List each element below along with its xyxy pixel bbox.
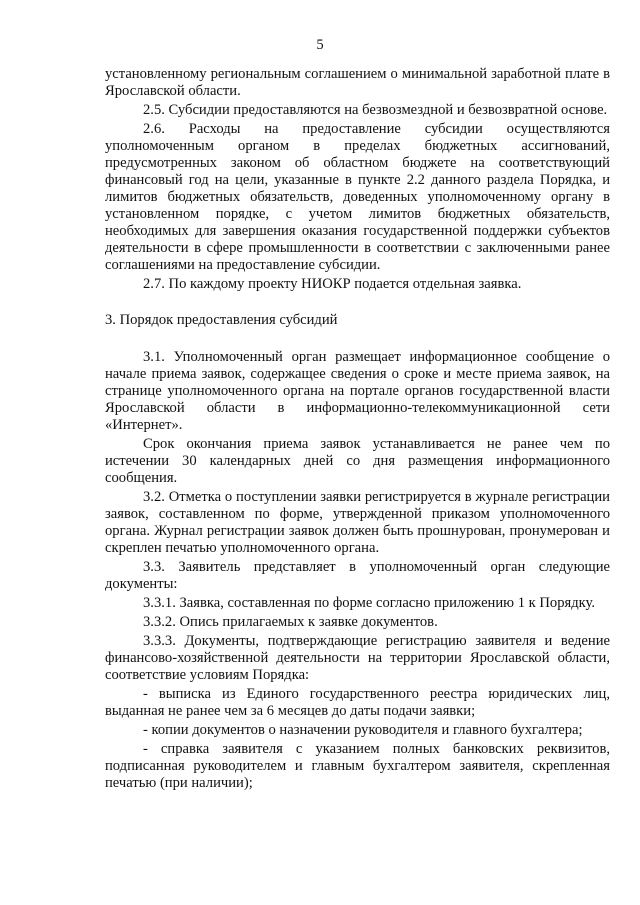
paragraph: 2.7. По каждому проекту НИОКР подается отдельная заявка. — [143, 276, 522, 292]
paragraph: 2.5. Субсидии предоставляются на безвозмездной и безвозвратной основе. — [143, 102, 608, 118]
page-number: 5 — [316, 37, 324, 53]
paragraph: 2.6. Расходы на предоставление субсидии осуществляются уполномоченным органом в пределах бюджетных ассигнований, предусмотренных законом об областном бюджете на соответствующий финансовый год на цели, указанные в пункте 2.2 данного раздела Порядка, и лимитов бюджетных обязательств, доведенных уполномоченному органу в установленном порядке, с учетом лимитов бюджетных обязательств, необходимых для завершения оказания государственной поддержки субъектов деятельности в сфере промышленности в соответствии с заключенными ранее соглашениями на предоставление субсидии. — [105, 121, 610, 273]
paragraph: 3.2. Отметка о поступлении заявки регистрируется в журнале регистрации заявок, составленном по форме, утвержденной приказом уполномоченного органа. Журнал регистрации заявок должен быть прошнурован, пронумерован и скреплен печатью уполномоченного органа. — [105, 489, 610, 556]
paragraph: 3.3.2. Опись прилагаемых к заявке документов. — [143, 614, 438, 630]
paragraph: установленному региональным соглашением о минимальной заработной плате в Ярославской области. — [105, 66, 610, 99]
paragraph: 3.1. Уполномоченный орган размещает информационное сообщение о начале приема заявок, содержащее сведения о сроке и месте приема заявок, на странице уполномоченного органа на портале органов государственной власти Ярославской области в информационно-телекоммуникационной сети «Интернет». — [105, 349, 610, 433]
list-item: - справка заявителя с указанием полных банковских реквизитов, подписанная руководителем и главным бухгалтером заявителя, скрепленная печатью (при наличии); — [105, 741, 610, 791]
paragraph: Срок окончания приема заявок устанавливается не ранее чем по истечении 30 календарных дней со дня размещения информационного сообщения. — [105, 436, 610, 486]
document-body — [105, 66, 610, 794]
paragraph: 3.3.1. Заявка, составленная по форме согласно приложению 1 к Порядку. — [143, 595, 596, 611]
section-heading: 3. Порядок предоставления субсидий — [105, 312, 338, 328]
paragraph: 3.3. Заявитель представляет в уполномоченный орган следующие документы: — [105, 559, 610, 592]
paragraph: 3.3.3. Документы, подтверждающие регистрацию заявителя и ведение финансово-хозяйственной деятельности на территории Ярославской области, соответствие условиям Порядка: — [105, 633, 610, 683]
list-item: - выписка из Единого государственного реестра юридических лиц, выданная не ранее чем за 6 месяцев до даты подачи заявки; — [105, 686, 610, 719]
list-item: - копии документов о назначении руководителя и главного бухгалтера; — [143, 722, 583, 738]
